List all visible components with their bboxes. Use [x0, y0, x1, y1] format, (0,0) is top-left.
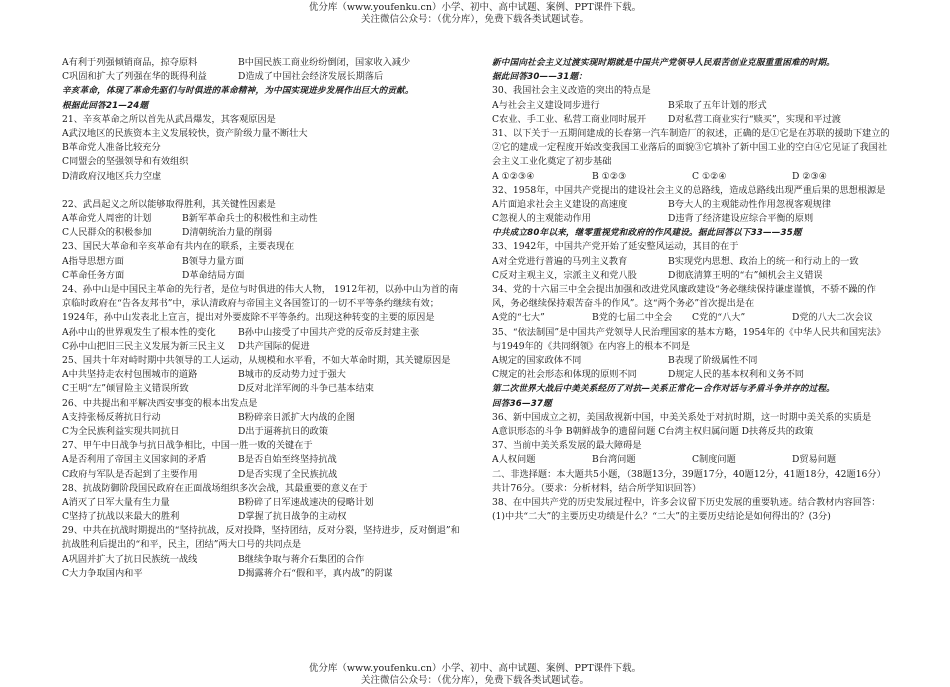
option-line: C巩固和扩大了列强在华的既得利益 D造成了中国社会经济发展长期落后	[62, 71, 384, 83]
option-line: A意识形态的斗争 B朝鲜战争的遗留问题 C台湾主权归属问题 D扶蒋反共的政策	[492, 425, 814, 437]
page-header	[0, 2, 950, 26]
option-line: A党的“七大” B党的七届二中全会 C党的“八大” D党的八大二次会议	[492, 312, 873, 324]
option-line: A巩固并扩大了抗日民族统一战线 B继续争取与蒋介石集团的合作	[62, 553, 365, 565]
footer-line-2: 关注微信公众号：（优分库），免费下载各类试题试卷。	[360, 675, 589, 686]
header-line-1: 优分库（www.youfenku.cn）小学、初中、高中试题、案例、PPT课件下载。	[308, 2, 642, 13]
question-34: 34、党的十六届三中全会提出加强和改进党风廉政建设“务必继续保持谦虚谨慎，不骄不躁的作风，务必继续保持艰苦奋斗的作风”。这“两个务必”首次提出是在	[492, 284, 876, 310]
question-22: 22、武昌起义之所以能够取得胜利，其关键性因素是	[62, 198, 276, 210]
option-line: A革命党人周密的计划 B新军革命兵士的积极性和主动性	[62, 213, 318, 225]
section-instruction: 回答36—37题	[492, 398, 552, 409]
option-line: C忽视人的主观能动作用 D违背了经济建设应综合平衡的原则	[492, 213, 814, 225]
option-line: C坚持了抗战以来最大的胜利 D掌握了抗日战争的主动权	[62, 511, 347, 523]
question-29: 29、中共在抗战时期提出的“坚持抗战，反对投降，坚持团结，反对分裂，坚持进步，反对倒退”和抗战胜利后提出的“和平，民主，团结”两大口号的共同点是	[62, 525, 460, 551]
option-line: A ①②③④ B ①②③ C ①②④ D ②③④	[492, 170, 827, 182]
question-35: 35、“依法制国”是中国共产党领导人民治理国家的基本方略，1954年的《中华人民共和国宪法》与1949年的《共同纲领》在内容上的根本不同是	[492, 326, 886, 352]
option-c: C同盟会的坚强领导和有效组织	[62, 156, 189, 168]
option-line: A有利于列强倾销商品，掠夺原料 B中国民族工商业纷纷倒闭，国家收入减少	[62, 57, 411, 68]
option-d: D清政府汉地区兵力空虚	[62, 170, 162, 182]
question-36: 36、新中国成立之初，美国敌视新中国，中美关系处于对抗时期，这一时期中美关系的实质是	[492, 411, 872, 423]
option-line: C规定的社会形态和体现的原则不同 D规定人民的基本权利和义务不同	[492, 369, 804, 381]
section-intro: 辛亥革命，体现了革命先驱们与时俱进的革命精神，为中国实现进步发展作出巨大的贡献。	[62, 86, 414, 97]
question-30: 30、我国社会主义改造的突出的特点是	[492, 85, 651, 97]
option-a: A武汉地区的民族资本主义发展较快，资产阶级力量不断壮大	[62, 127, 308, 139]
part-two-heading: 二、非选择题：本大题共5小题，（38题13分，39题17分，40题12分，41题18分，42题16分）共计76分。（要求：分析材料，结合所学知识回答）	[492, 468, 886, 494]
option-line: A指导思想方面 B领导力量方面	[62, 255, 244, 267]
left-column	[62, 56, 462, 581]
option-line: A规定的国家政体不同 B表现了阶级属性不同	[492, 355, 758, 367]
option-line: C反对主观主义，宗派主义和党八股 D彻底清算王明的“右”倾机会主义错误	[492, 269, 823, 281]
question-25: 25、国共十年对峙时期中共领导的工人运动，从规模和水平看，不如大革命时期，其关键原因是	[62, 354, 451, 366]
option-line: A对全党进行普遍的马列主义教育 B实现党内思想、政治上的统一和行动上的一致	[492, 255, 859, 267]
question-24: 24、孙中山是中国民主革命的先行者，是位与时俱进的伟大人物， 1912年初，以孙中山为首的南京临时政府在“告各友邦书”中，承认清政府与帝国主义各国签订的一切不平等条约继续有效；1924年，孙中山发表北上宣言，提出对外要废除不平等条约。出现这种转变的主要的原因是	[62, 284, 459, 324]
option-line: A片面追求社会主义建设的高速度 B夸大人的主观能动性作用忽视客观规律	[492, 198, 831, 210]
option-line: A与社会主义建设同步进行 B采取了五年计划的形式	[492, 99, 767, 111]
page-footer	[0, 663, 950, 687]
option-line: A中共坚持走农村包围城市的道路 B城市的反动势力过于强大	[62, 369, 346, 381]
option-line: A支持张杨反蒋抗日行动 B粉碎亲日派扩大内战的企图	[62, 411, 356, 423]
option-line: A消灭了日军大量有生力量 B粉碎了日军速战速决的侵略计划	[62, 496, 374, 508]
question-27: 27、甲午中日战争与抗日战争相比，中国一胜一败的关键在于	[62, 440, 313, 452]
question-31: 31、以下关于一五期间建成的长春第一汽车制造厂的叙述，正确的是①它是在苏联的援助下建立的②它的建成一定程度开始改变我国工业落后的面貌③它填补了新中国工业的空白④它见证了我国社会主义工业化奠定了初步基础	[492, 127, 890, 168]
option-line: C革命任务方面 D革命结局方面	[62, 269, 245, 281]
option-line: C为全民族利益实现共同抗日 D出于逼蒋抗日的政策	[62, 425, 329, 437]
question-26: 26、中共提出和平解决西安事变的根本出发点是	[62, 397, 258, 409]
question-38: 38、在中国共产党的历史发展过程中，许多会议留下历史发展的重要轨迹。结合教材内容回答：(1)中共“二大”的主要历史功绩是什么？“二大”的主要历史结论是如何得出的？(3分)	[492, 496, 881, 523]
question-21: 21、辛亥革命之所以首先从武昌爆发，其客观原因是	[62, 113, 276, 125]
option-b: B革命党人准备比较充分	[62, 142, 161, 154]
option-line: C农业、手工业、私营工商业同时展开 D对私营工商业实行“赎买”，实现和平过渡	[492, 113, 841, 125]
option-line: C人民群众的积极参加 D清朝统治力量的削弱	[62, 227, 273, 239]
question-28: 28、抗战防御阶段国民政府在正面战场组织多次会战，其最重要的意义在于	[62, 482, 368, 494]
section-intro: 新中国向社会主义过渡实现时期就是中国共产党领导人民艰苦创业克服重重困难的时期。	[492, 58, 835, 68]
option-line: A是否利用了帝国主义国家间的矛盾 B是否自始至终坚持抗战	[62, 454, 337, 466]
section-instruction: 根据此回答21—24题	[62, 100, 149, 111]
option-line: C孙中山把旧三民主义发展为新三民主义 D共产国际的促进	[62, 340, 310, 352]
question-32: 32、1958年，中国共产党提出的建设社会主义的总路线，造成总路线出现严重后果的思想根源是	[492, 184, 886, 196]
question-33: 33、1942年，中国共产党开始了延安整风运动，其目的在于	[492, 241, 739, 253]
option-line: C王明“左”倾冒险主义错误所致 D反对北洋军阀的斗争已基本结束	[62, 383, 374, 395]
section-intro: 第二次世界大战后中美关系经历了对抗—关系正常化—合作对话与矛盾斗争并存的过程。	[492, 384, 835, 395]
section-intro: 中共成立80年以来，继零重视党和政府的作风建设。据此回答以下33——35题	[492, 228, 802, 239]
option-line: A孙中山的世界观发生了根本性的变化 B孙中山接受了中国共产党的反帝反封建主张	[62, 326, 420, 338]
option-line: C政府与军队是否起到了主要作用 D是否实现了全民族抗战	[62, 468, 338, 480]
section-instruction: 据此回答30——31题：	[492, 72, 588, 83]
option-line: C大力争取国内和平 D揭露蒋介石“假和平，真内战”的阴谋	[62, 567, 393, 579]
question-37: 37、当前中美关系发展的最大障碍是	[492, 440, 642, 452]
question-23: 23、国民大革命和辛亥革命有共内在的联系，主要表现在	[62, 241, 295, 253]
footer-line-1: 优分库（www.youfenku.cn）小学、初中、高中试题、案例、PPT课件下载。	[308, 663, 642, 674]
option-line: A人权问题 B台湾问题 C制度问题 D贸易问题	[492, 454, 837, 466]
right-column	[492, 56, 892, 524]
header-line-2: 关注微信公众号：（优分库），免费下载各类试题试卷。	[360, 14, 589, 25]
